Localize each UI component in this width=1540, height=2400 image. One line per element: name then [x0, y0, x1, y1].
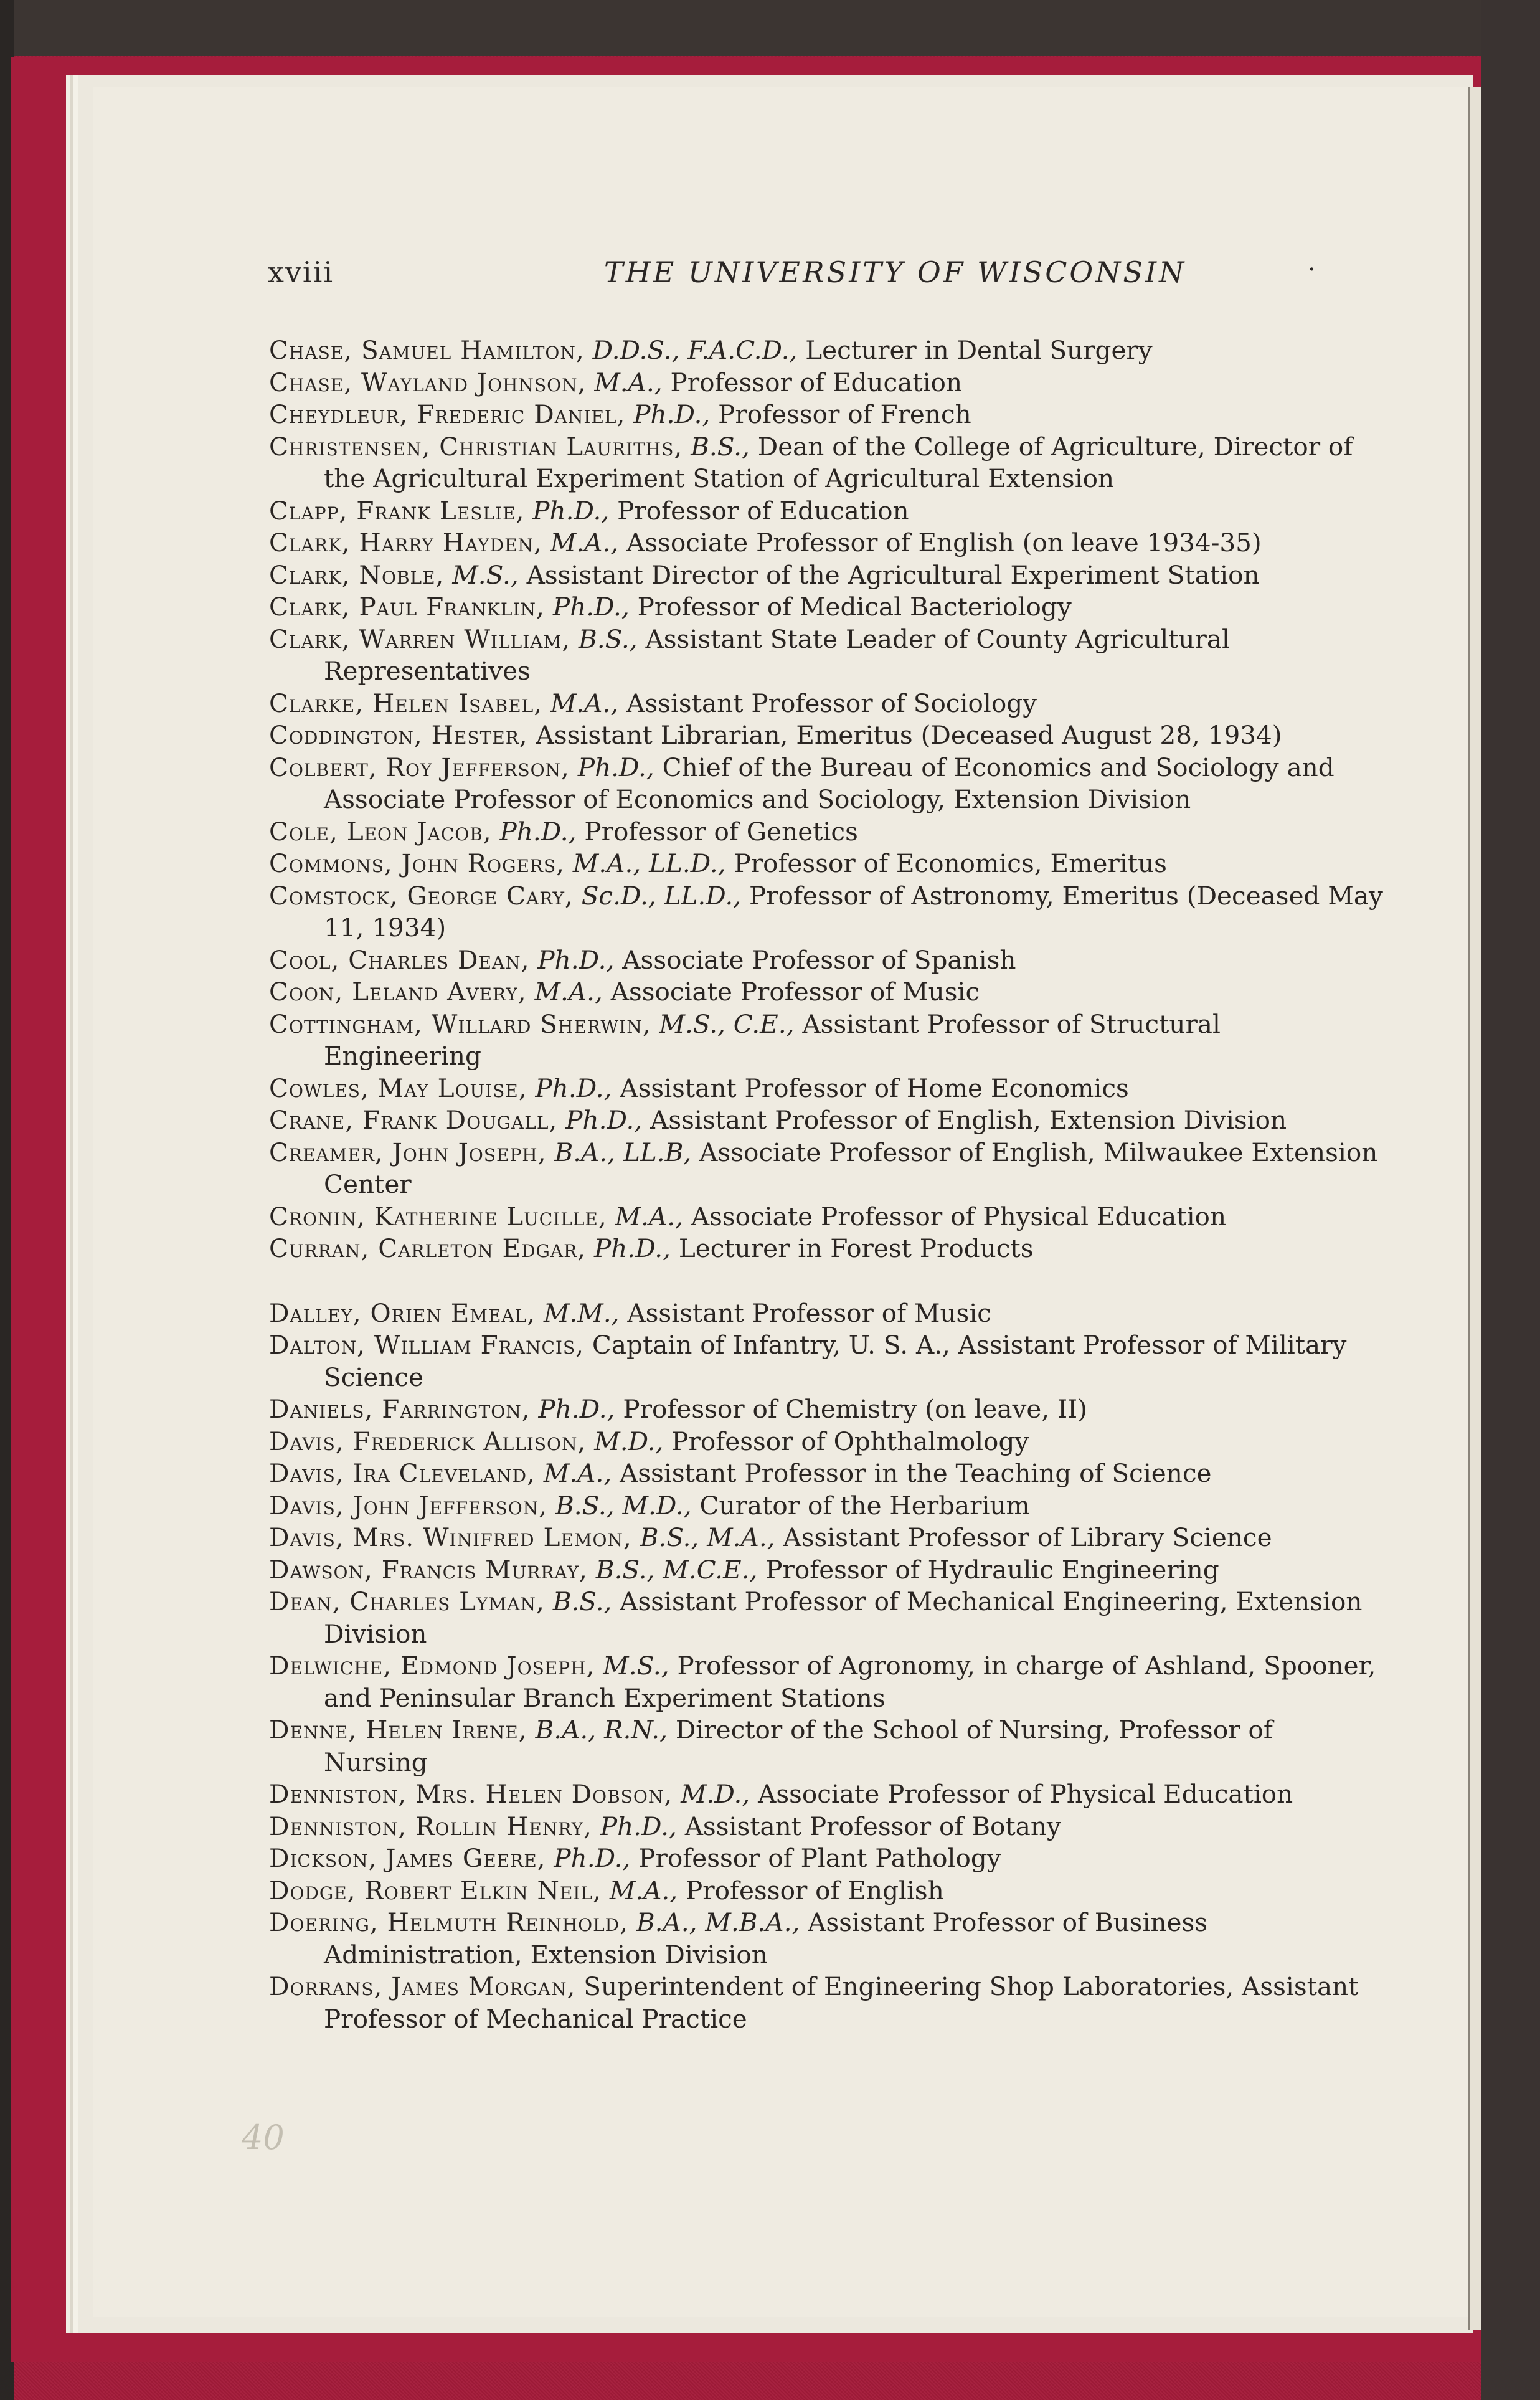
entry-name: Colbert, Roy Jefferson, — [269, 752, 570, 782]
entry-degree: Ph.D., — [552, 592, 630, 622]
entry-degree: B.A., M.B.A., — [636, 1907, 800, 1937]
directory-entry — [269, 1393, 1384, 1426]
entry-name: Christensen, Christian Lauriths, — [269, 431, 683, 462]
directory-entry — [269, 399, 1384, 431]
entry-name: Chase, Samuel Hamilton, — [269, 335, 585, 365]
entry-degree: M.M., — [543, 1297, 620, 1328]
entry-description: Assistant Professor of Structural Engineering — [324, 1008, 1221, 1071]
entry-name: Denniston, Mrs. Helen Dobson, — [269, 1779, 673, 1809]
entry-name: Clark, Noble, — [269, 559, 445, 590]
entry-name: Creamer, John Joseph, — [269, 1137, 547, 1167]
page-header — [174, 255, 1316, 293]
entry-description: Professor of Astronomy, Emeritus (Deceased May 11, 1934) — [324, 880, 1383, 942]
directory-entry — [269, 1329, 1384, 1393]
entry-description: Assistant Professor of Music — [627, 1297, 991, 1328]
entry-description: Associate Professor of Physical Education — [691, 1201, 1227, 1231]
directory-entry — [269, 624, 1384, 688]
entry-degree: Ph.D., — [565, 1105, 643, 1135]
directory-entry — [269, 1714, 1384, 1778]
entry-description: Assistant Professor of Home Economics — [620, 1073, 1129, 1103]
entry-name: Dorrans, James Morgan, — [269, 1971, 576, 2001]
entry-description: Assistant Director of the Agricultural Experiment Station — [526, 559, 1260, 590]
entry-description: Assistant State Leader of County Agricultural Representatives — [324, 624, 1230, 686]
entry-description: Professor of Genetics — [584, 816, 858, 847]
entry-description: Assistant Professor in the Teaching of Science — [620, 1458, 1212, 1488]
entry-name: Denniston, Rollin Henry, — [269, 1811, 592, 1841]
entry-description: Associate Professor of Spanish — [622, 944, 1016, 975]
entry-description: Lecturer in Forest Products — [678, 1233, 1034, 1263]
entry-name: Cheydleur, Frederic Daniel, — [269, 399, 626, 429]
entry-description: Associate Professor of Music — [610, 977, 980, 1007]
directory-entry — [269, 1522, 1384, 1554]
entry-name: Clarke, Helen Isabel, — [269, 688, 543, 718]
entry-degree: Ph.D., — [600, 1811, 677, 1841]
entry-degree: D.D.S., F.A.C.D., — [592, 335, 798, 365]
directory-entry — [269, 1811, 1384, 1843]
entry-degree: Ph.D., — [532, 495, 610, 526]
directory-entry — [269, 1875, 1384, 1907]
background-right — [1481, 0, 1540, 2400]
entry-degree: B.S., M.A., — [640, 1522, 775, 1552]
directory-entry — [269, 719, 1384, 752]
directory-entry — [269, 1843, 1384, 1875]
entry-name: Cottingham, Willard Sherwin, — [269, 1008, 651, 1039]
directory-entry — [269, 752, 1384, 816]
entry-name: Davis, Mrs. Winifred Lemon, — [269, 1522, 632, 1552]
entry-degree: Ph.D., — [537, 944, 615, 975]
entry-degree: B.A., LL.B, — [554, 1137, 692, 1167]
entry-name: Dean, Charles Lyman, — [269, 1587, 545, 1616]
entry-name: Delwiche, Edmond Joseph, — [269, 1651, 595, 1681]
entry-degree: M.A., — [550, 528, 619, 557]
directory-entry — [269, 527, 1384, 559]
directory-entry — [269, 976, 1384, 1008]
directory-entry — [269, 1778, 1384, 1811]
entry-degree: B.S., M.C.E., — [595, 1554, 758, 1585]
entry-description: Assistant Professor of Botany — [684, 1811, 1061, 1841]
directory-entry — [269, 1008, 1384, 1073]
directory-entry — [269, 1073, 1384, 1105]
entry-degree: Ph.D., — [593, 1233, 671, 1263]
entry-degree: Ph.D., — [554, 1843, 631, 1873]
entry-name: Cronin, Katherine Lucille, — [269, 1201, 607, 1231]
entry-name: Clark, Warren William, — [269, 624, 571, 654]
entry-description: Chief of the Bureau of Economics and Sociology and Associate Professor of Economics and Sociology, Extension Division — [324, 752, 1335, 814]
entry-name: Davis, Ira Cleveland, — [269, 1458, 536, 1488]
directory-entry — [269, 1971, 1384, 2035]
entry-degree: M.A., — [543, 1458, 612, 1488]
entry-degree: Ph.D., — [538, 1394, 615, 1424]
entry-description: Curator of the Herbarium — [699, 1490, 1030, 1520]
entry-description: Professor of English — [686, 1875, 944, 1905]
directory-entry — [269, 431, 1384, 495]
entry-name: Daniels, Farrington, — [269, 1394, 531, 1424]
directory-entry — [269, 816, 1384, 848]
entry-degree: M.S., — [603, 1651, 669, 1681]
directory-entry — [269, 1586, 1384, 1650]
entry-description: Captain of Infantry, U. S. A., Assistant Professor of Military Science — [324, 1330, 1347, 1392]
entry-name: Clapp, Frank Leslie, — [269, 495, 525, 526]
entry-description: Assistant Professor of Mechanical Engineering, Extension Division — [324, 1587, 1363, 1649]
entry-degree: M.A., — [594, 367, 663, 397]
entry-description: Dean of the College of Agriculture, Director of the Agricultural Experiment Station of Agricultural Extension — [324, 431, 1353, 493]
entry-description: Superintendent of Engineering Shop Laboratories, Assistant Professor of Mechanical Practice — [324, 1971, 1359, 2034]
entry-description: Assistant Librarian, Emeritus (Deceased August 28, 1934) — [536, 720, 1282, 750]
directory-entry — [269, 1426, 1384, 1458]
directory-entry — [269, 848, 1384, 880]
entry-description: Professor of Education — [617, 495, 909, 526]
directory-entry — [269, 334, 1384, 367]
faculty-list — [269, 334, 1384, 2035]
directory-entry — [269, 367, 1384, 399]
directory-entry — [269, 1907, 1384, 1971]
entry-name: Denne, Helen Irene, — [269, 1715, 527, 1745]
pencil-annotation: 40 — [242, 2118, 285, 2157]
directory-entry — [269, 944, 1384, 977]
entry-name: Davis, John Jefferson, — [269, 1490, 548, 1520]
entry-description: Professor of Plant Pathology — [638, 1843, 1001, 1873]
entry-description: Associate Professor of English (on leave 1934-35) — [626, 528, 1262, 557]
entry-degree: B.A., R.N., — [535, 1715, 668, 1745]
entry-description: Professor of Education — [670, 367, 963, 397]
entry-name: Curran, Carleton Edgar, — [269, 1233, 587, 1263]
entry-degree: B.S., — [552, 1587, 612, 1616]
entry-name: Dalton, William Francis, — [269, 1330, 585, 1360]
directory-entry — [269, 880, 1384, 944]
entry-description: Associate Professor of Physical Education — [758, 1779, 1293, 1809]
entry-name: Davis, Frederick Allison, — [269, 1426, 587, 1456]
page-number: xviii — [268, 255, 334, 289]
directory-entry — [269, 1233, 1384, 1265]
directory-entry — [269, 1297, 1384, 1330]
directory-entry — [269, 1650, 1384, 1714]
entry-name: Clark, Harry Hayden, — [269, 528, 542, 557]
entry-name: Cole, Leon Jacob, — [269, 816, 492, 847]
entry-name: Coddington, Hester, — [269, 720, 528, 750]
entry-degree: Ph.D., — [499, 816, 577, 847]
header-dot: · — [1308, 255, 1316, 284]
directory-entry — [269, 591, 1384, 624]
entry-degree: M.D., — [681, 1779, 750, 1809]
entry-description: Assistant Professor of Business Administration, Extension Division — [324, 1907, 1208, 1970]
directory-entry — [269, 1104, 1384, 1137]
entry-description: Professor of Medical Bacteriology — [637, 592, 1072, 622]
entry-degree: B.S., M.D., — [555, 1490, 692, 1520]
entry-degree: M.A., — [534, 977, 603, 1007]
entry-description: Professor of Hydraulic Engineering — [765, 1554, 1219, 1585]
entry-description: Assistant Professor of Sociology — [626, 688, 1037, 718]
entry-description: Lecturer in Dental Surgery — [805, 335, 1153, 365]
entry-description: Professor of Agronomy, in charge of Ashland, Spooner, and Peninsular Branch Experiment Stations — [324, 1651, 1376, 1713]
entry-name: Doering, Helmuth Reinhold, — [269, 1907, 628, 1937]
entry-degree: B.S., — [578, 624, 638, 654]
entry-name: Dodge, Robert Elkin Neil, — [269, 1875, 602, 1905]
entry-degree: M.A., — [550, 688, 619, 718]
directory-entry — [269, 1201, 1384, 1233]
entry-name: Chase, Wayland Johnson, — [269, 367, 587, 397]
entry-description: Professor of Chemistry (on leave, II) — [623, 1394, 1087, 1424]
entry-description: Professor of Economics, Emeritus — [734, 848, 1167, 878]
directory-entry — [269, 1554, 1384, 1587]
entry-description: Director of the School of Nursing, Professor of Nursing — [324, 1715, 1273, 1777]
entry-degree: M.S., C.E., — [659, 1008, 795, 1039]
directory-entry — [269, 495, 1384, 528]
directory-entry — [269, 688, 1384, 720]
entry-degree: Sc.D., LL.D., — [581, 880, 742, 911]
entry-description: Professor of French — [718, 399, 971, 429]
entry-name: Crane, Frank Dougall, — [269, 1105, 558, 1135]
entry-degree: M.A., — [615, 1201, 683, 1231]
entry-name: Dawson, Francis Murray, — [269, 1554, 588, 1585]
directory-entry — [269, 1458, 1384, 1490]
entry-name: Dickson, James Geere, — [269, 1843, 546, 1873]
entry-description: Associate Professor of English, Milwaukee Extension Center — [324, 1137, 1378, 1199]
background-top — [0, 0, 1540, 56]
directory-entry — [269, 559, 1384, 592]
entry-degree: B.S., — [691, 431, 750, 462]
entry-degree: Ph.D., — [535, 1073, 612, 1103]
entry-name: Clark, Paul Franklin, — [269, 592, 545, 622]
entry-description: Assistant Professor of Library Science — [783, 1522, 1272, 1552]
entry-description: Professor of Ophthalmology — [671, 1426, 1029, 1456]
entry-degree: Ph.D., — [633, 399, 711, 429]
entry-name: Comstock, George Cary, — [269, 880, 574, 911]
entry-degree: M.S., — [452, 559, 519, 590]
section-gap — [269, 1265, 1384, 1297]
entry-name: Dalley, Orien Emeal, — [269, 1297, 536, 1328]
entry-degree: M.A., LL.D., — [572, 848, 726, 878]
entry-name: Cowles, May Louise, — [269, 1073, 527, 1103]
entry-name: Coon, Leland Avery, — [269, 977, 527, 1007]
running-title: THE UNIVERSITY OF WISCONSIN — [604, 255, 1187, 289]
entry-degree: Ph.D., — [577, 752, 654, 782]
entry-degree: M.A., — [609, 1875, 678, 1905]
entry-degree: M.D., — [594, 1426, 664, 1456]
entry-name: Cool, Charles Dean, — [269, 944, 530, 975]
entry-name: Commons, John Rogers, — [269, 848, 565, 878]
entry-description: Assistant Professor of English, Extension Division — [650, 1105, 1287, 1135]
directory-entry — [269, 1490, 1384, 1522]
directory-entry — [269, 1137, 1384, 1201]
